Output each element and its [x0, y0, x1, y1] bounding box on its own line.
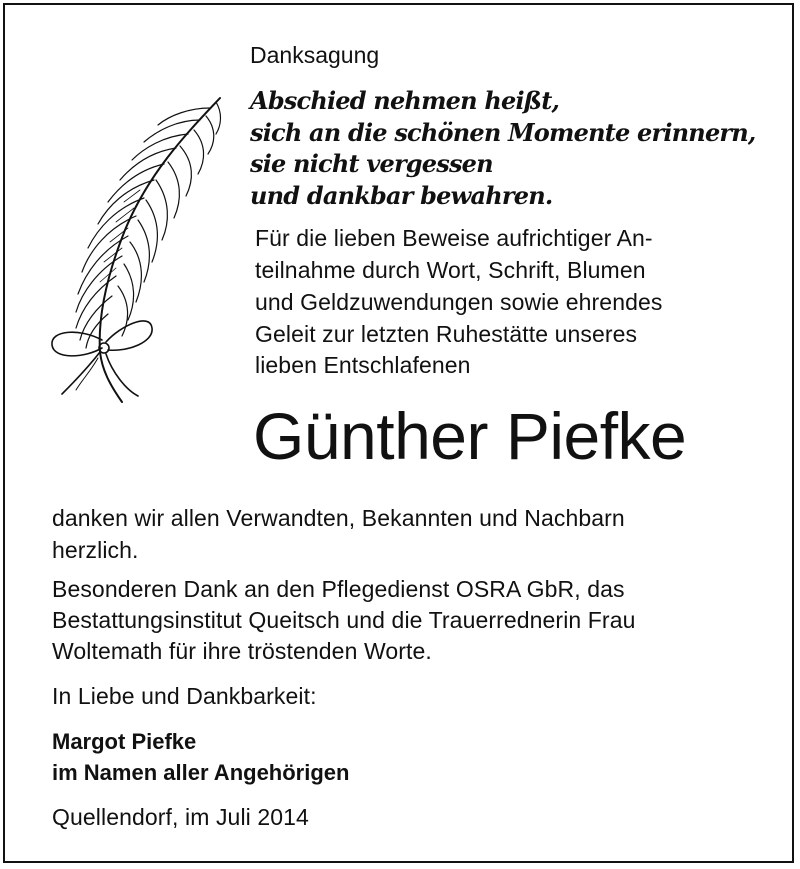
- body-line: und Geldzuwendungen sowie ehrendes: [255, 289, 663, 315]
- body-line: teilnahme durch Wort, Schrift, Blumen: [255, 257, 646, 283]
- place-date: Quellendorf, im Juli 2014: [52, 804, 309, 830]
- thanks-line: Bestattungsinstitut Queitsch und die Trauerrednerin Frau: [52, 607, 636, 633]
- quote-line: Abschied nehmen heißt,: [250, 86, 560, 115]
- quote-line: sie nicht vergessen: [250, 149, 493, 178]
- signature-subtitle: im Namen aller Angehörigen: [52, 760, 350, 785]
- thanks-line: danken wir allen Verwandten, Bekannten und Nachbarn: [52, 505, 625, 531]
- thanks-line: Besonderen Dank an den Pflegedienst OSRA GbR, das: [52, 576, 625, 602]
- signature-name: Margot Piefke: [52, 729, 197, 754]
- quote-line: sich an die schönen Momente erinnern,: [250, 118, 756, 147]
- feather-icon: [40, 90, 235, 410]
- quote-line: und dankbar bewahren.: [250, 181, 553, 210]
- deceased-name: Günther Piefke: [253, 399, 687, 473]
- body-line: Geleit zur letzten Ruhestätte unseres: [255, 321, 638, 347]
- body-line: lieben Entschlafenen: [255, 352, 471, 378]
- heading-danksagung: Danksagung: [250, 42, 380, 68]
- thanks-line: herzlich.: [52, 537, 139, 563]
- thanks-line: Woltemath für ihre tröstenden Worte.: [52, 638, 432, 664]
- body-line: Für die lieben Beweise aufrichtiger An-: [255, 225, 653, 251]
- closing-line: In Liebe und Dankbarkeit:: [52, 683, 317, 709]
